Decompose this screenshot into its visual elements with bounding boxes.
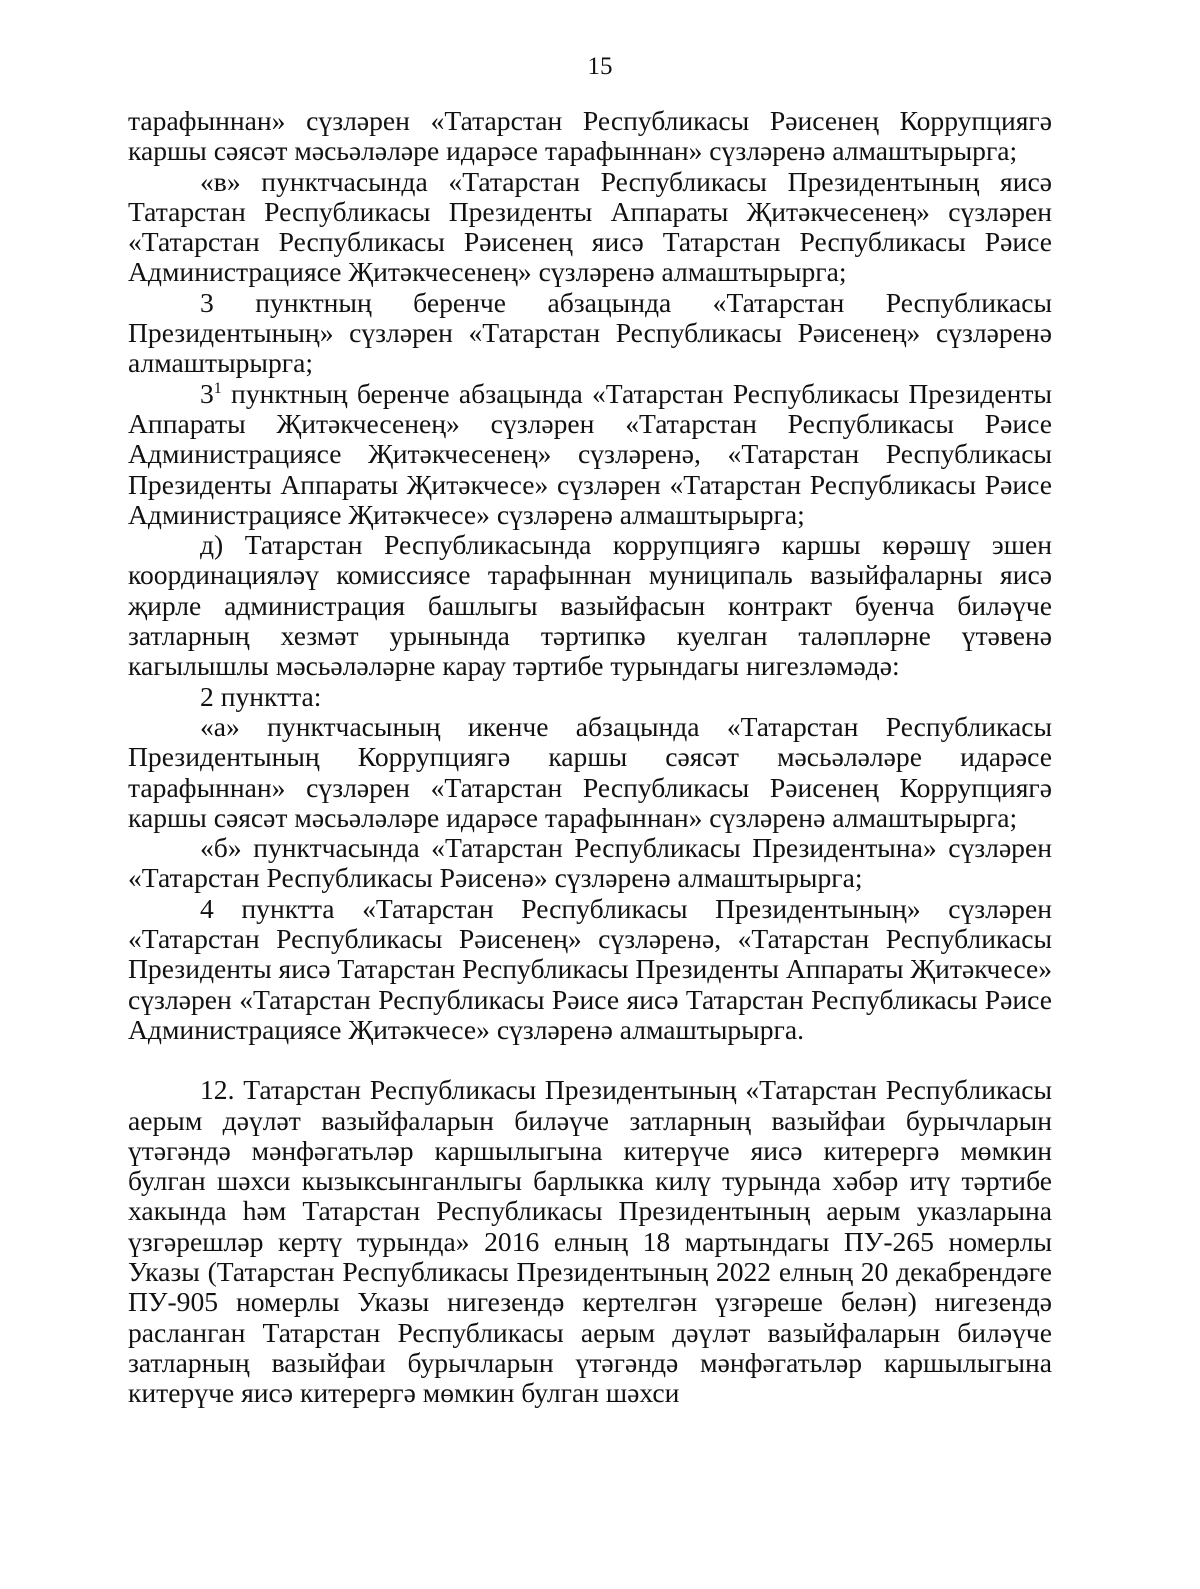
paragraph: «б» пунктчасында «Татарстан Республикасы Президентына» сүзләрен «Татарстан Республикасы Рәисенә» сүзләренә алмаштырырга; — [128, 832, 1052, 894]
page-number: 15 — [587, 53, 613, 80]
item-superscript: 1 — [213, 379, 222, 397]
paragraph: 12. Татарстан Республикасы Президентының «Татарстан Республикасы аерым дәүләт вазыйфаларын биләүче затларның вазыйфаи бурычларын үтәгәндә мәнфәгатьләр каршылыгына китерүче яисә китерергә мөмкин булган шәхси кызыксынганлыгы барлыкка килү турында хәбәр итү тәртибе хакында һәм Татарстан Республикасы Президентының аерым указларына үзгәрешләр кертү турында» 2016 елның 18 мартындагы ПУ-265 номерлы Указы (Татарстан Республикасы Президентының 2022 елның 20 декабрендәге ПУ-905 номерлы Указы нигезендә кертелгән үзгәреше белән) нигезендә расланган Татарстан Республикасы аерым дәүләт вазыйфаларын биләүче затларның вазыйфаи бурычларын үтәгәндә мәнфәгатьләр каршылыгына китерүче яисә китерергә мөмкин булган шәхси — [128, 1074, 1052, 1409]
item-number: 3 — [200, 377, 214, 409]
paragraph: 4 пунктта «Татарстан Республикасы Президентының» сүзләрен «Татарстан Республикасы Рәисенең» сүзләренә, «Татарстан Республикасы Президенты яисә Татарстан Республикасы Президенты Аппараты Җитәкчесе» сүзләрен «Татарстан Республикасы Рәисе яисә Татарстан Республикасы Рәисе Администрациясе Җитәкчесе» сүзләренә алмаштырырга. — [128, 892, 1052, 1045]
paragraph: «в» пунктчасында «Татарстан Республикасы Президентының яисә Татарстан Республикасы Президенты Аппараты Җитәкчесенең» сүзләрен «Татарстан Республикасы Рәисенең яисә Татарстан Республикасы Рәисе Администрациясе Җитәкчесенең» сүзләренә алмаштырырга; — [128, 165, 1052, 288]
paragraph-with-superscript — [128, 379, 1052, 530]
paragraph: 3 пунктның беренче абзацында «Татарстан Республикасы Президентының» сүзләрен «Татарстан Республикасы Рәисенең» сүзләренә алмаштырырга; — [128, 286, 1052, 379]
document-body — [128, 106, 1052, 1408]
paragraph: «а» пунктчасының икенче абзацында «Татарстан Республикасы Президентының Коррупциягә каршы сәясәт мәсьәләләре идарәсе тарафыннан» сүзләрен «Татарстан Республикасы Рәисенең Коррупциягә каршы сәясәт мәсьәләләре идарәсе тарафыннан» сүзләренә алмаштырырга; — [128, 710, 1052, 833]
paragraph: д) Татарстан Республикасында коррупциягә каршы көрәшү эшен координацияләү комиссиясе тарафыннан муниципаль вазыйфаларны яисә җирле администрация башлыгы вазыйфасын контракт буенча биләүче затларның хезмәт урынында тәртипкә куелган таләпләрне үтәвенә кагылышлы мәсьәләләрне карау тәртибе турындагы нигезләмәдә: — [128, 529, 1052, 682]
paragraph-text: пунктның беренче абзацында «Татарстан Республикасы Президенты Аппараты Җитәкчесенең» сүзләрен «Татарстан Республикасы Рәисе Администрациясе Җитәкчесенең» сүзләренә, «Татарстан Республикасы Президенты Аппараты Җитәкчесе» сүзләрен «Татарстан Республикасы Рәисе Администрациясе Җитәкчесе» сүзләренә алмаштырырга; — [128, 377, 1052, 530]
paragraph: тарафыннан» сүзләрен «Татарстан Республикасы Рәисенең Коррупциягә каршы сәясәт мәсьәләләре идарәсе тарафыннан» сүзләренә алмаштырырга; — [128, 105, 1052, 167]
paragraph: 2 пунктта: — [200, 680, 322, 712]
paragraph-gap — [128, 1045, 1052, 1075]
